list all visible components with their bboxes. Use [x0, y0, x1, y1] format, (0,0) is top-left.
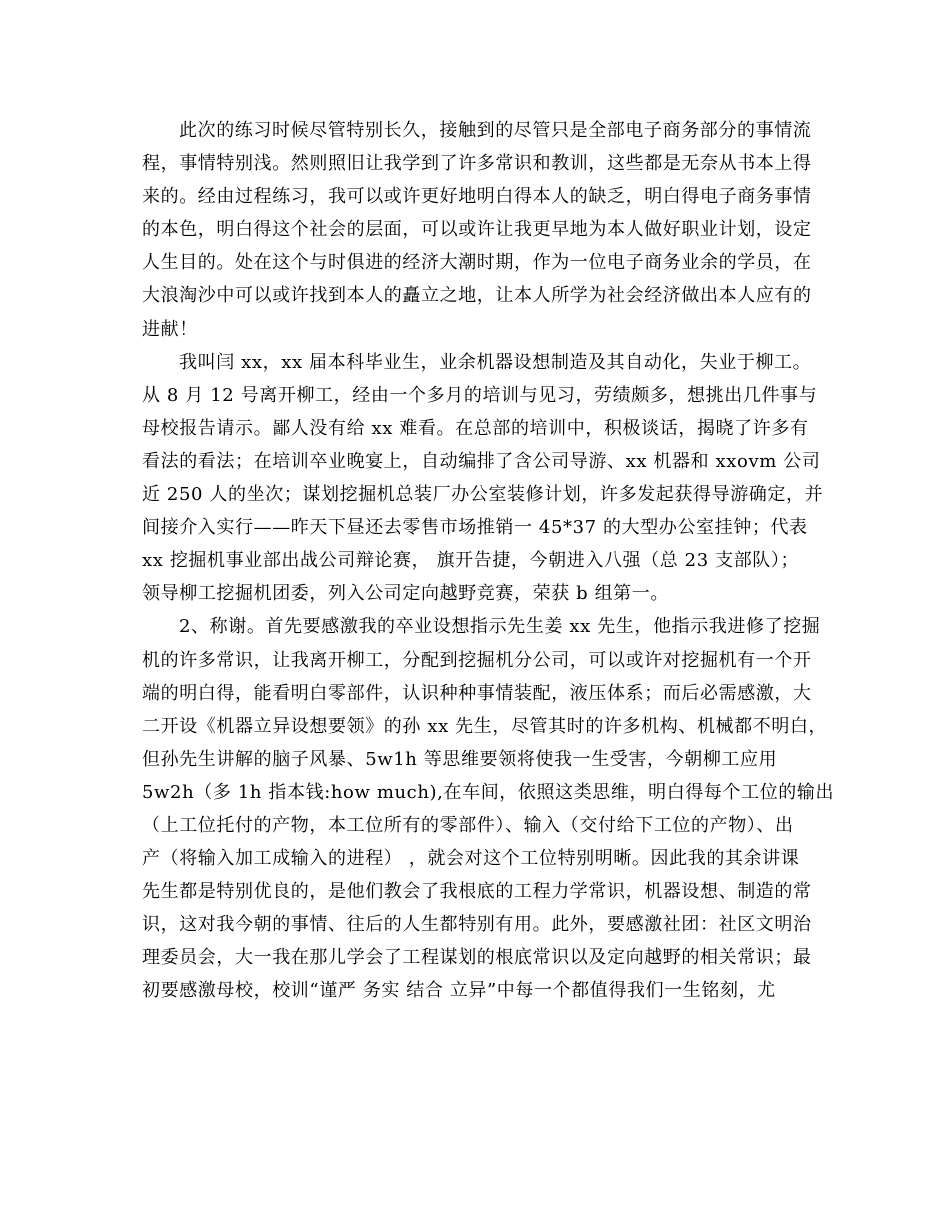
text-line: 间接介入实行——昨天下昼还去零售市场推销一 45*37 的大型办公室挂钟；代表 — [142, 517, 808, 539]
paragraph-1 — [142, 114, 814, 346]
text-line: 识，这对我今朝的事情、往后的人生都特别有用。此外，要感激社团：社区文明治 — [142, 914, 812, 936]
text-line: （上工位托付的产物，本工位所有的零部件）、输入（交付给下工位的产物）、出 — [142, 814, 794, 836]
text-line: 先生都是特别优良的，是他们教会了我根底的工程力学常识，机器设想、制造的常 — [142, 881, 812, 903]
text-line: xx 挖掘机事业部出战公司辩论赛， 旗开告捷，今朝进入八强（总 23 支部队）； — [142, 550, 800, 572]
text-line: 的本色，明白得这个社会的层面，可以或许让我更早地为本人做好职业计划，设定 — [142, 219, 812, 241]
text-line: 程，事情特别浅。然则照旧让我学到了许多常识和教训，这些都是无奈从书本上得 — [142, 153, 812, 175]
paragraph-2 — [142, 346, 824, 611]
text-line: 从 8 月 12 号离开柳工，经由一个多月的培训与见习，劳绩颇多，想挑出几件事与 — [142, 384, 818, 406]
text-line: 进献！ — [142, 318, 198, 340]
text-line: 来的。经由过程练习，我可以或许更好地明白得本人的缺乏，明白得电子商务事情 — [142, 186, 812, 208]
text-line: 2、称谢。首先要感激我的卒业设想指示先生姜 xx 先生，他指示我进修了挖掘 — [179, 616, 821, 638]
text-line: 但孙先生讲解的脑子风暴、5w1h 等思维要领将使我一生受害，今朝柳工应用 — [142, 748, 778, 770]
text-line: 我叫闫 xx，xx 届本科毕业生，业余机器设想制造及其自动化，失业于柳工。 — [179, 351, 812, 373]
text-line: 近 250 人的坐次；谋划挖掘机总装厂办公室装修计划，许多发起获得导游确定，并 — [142, 484, 824, 506]
text-line: 领导柳工挖掘机团委，列入公司定向越野竞赛，荣获 b 组第一。 — [142, 583, 669, 605]
text-line: 此次的练习时候尽管特别长久，接触到的尽管只是全部电子商务部分的事情流 — [179, 120, 812, 141]
text-line: 初要感激母校，校训“谨严 务实 结合 立异”中每一个都值得我们一生铭刻，尤 — [142, 980, 776, 1002]
text-line: 母校报告请示。鄙人没有给 xx 难看。在总部的培训中，积极谈话，揭晓了许多有 — [142, 417, 809, 439]
text-line: 看法的看法；在培训卒业晚宴上，自动编排了含公司导游、xx 机器和 xxovm 公司 — [142, 450, 821, 472]
text-line: 机的许多常识，让我离开柳工，分配到挖掘机分公司，可以或许对挖掘机有一个开 — [142, 649, 812, 671]
text-line: 大浪淘沙中可以或许找到本人的矗立之地，让本人所学为社会经济做出本人应有的 — [142, 285, 812, 307]
text-line: 二开设《机器立异设想要领》的孙 xx 先生，尽管其时的许多机构、机械都不明白， — [142, 715, 828, 737]
paragraph-3 — [142, 610, 835, 1007]
text-line: 人生目的。处在这个与时俱进的经济大潮时期，作为一位电子商务业余的学员，在 — [142, 252, 812, 274]
text-line: 端的明白得，能看明白零部件，认识种种事情装配，液压体系；而后必需感激，大 — [142, 682, 812, 704]
text-line: 理委员会，大一我在那儿学会了工程谋划的根底常识以及定向越野的相关常识；最 — [142, 947, 812, 969]
document-body — [142, 114, 835, 1008]
text-line: 5w2h（多 1h 指本钱:how much),在车间，依照这类思维，明白得每个工位的输出 — [142, 781, 835, 803]
text-line: 产（将输入加工成输入的进程） ，就会对这个工位特别明晰。因此我的其余讲课 — [142, 848, 800, 870]
